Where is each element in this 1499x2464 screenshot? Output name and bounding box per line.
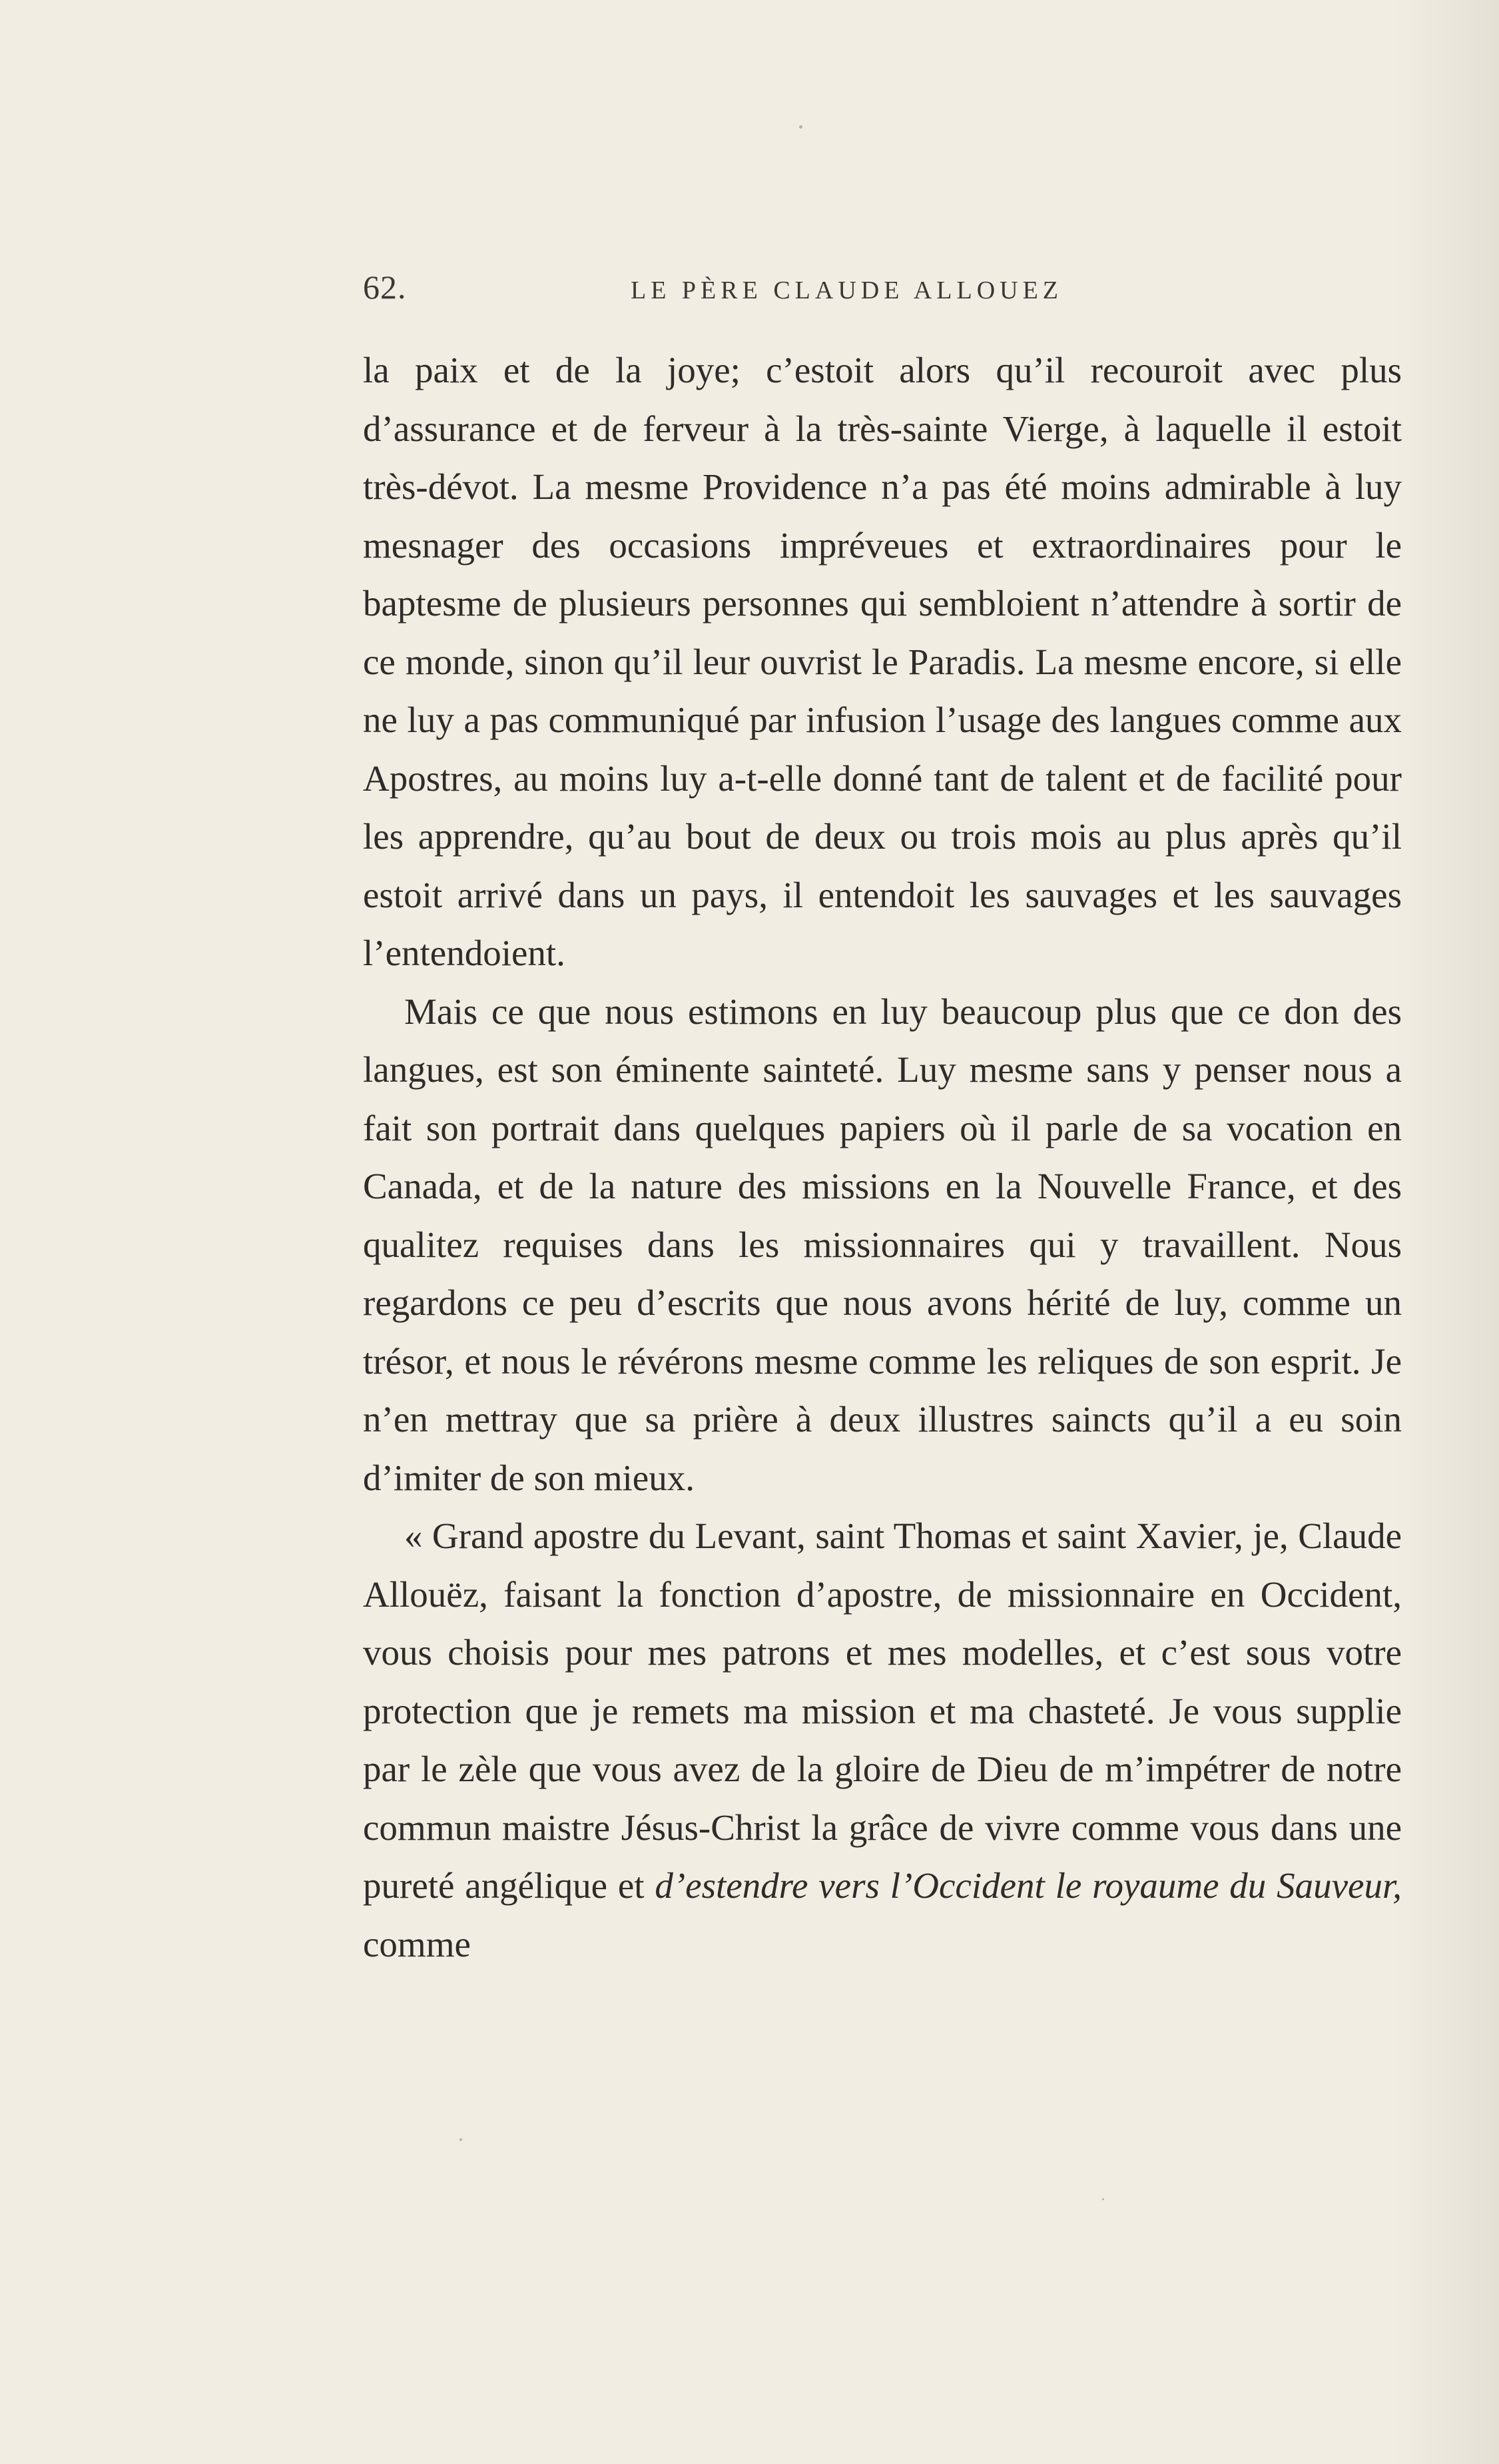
paragraph-2: Mais ce que nous estimons en luy beaucoup plus que ce don des langues, est son éminente sainteté. Luy mesme sans y penser nous a fait son portrait dans quelques papiers où il parle de sa vocation en Canada, et de la nature des missions en la Nouvelle France, et des qualitez requises dans les missionnaires qui y travaillent. Nous regardons ce peu d’escrits que nous avons hérité de luy, comme un trésor, et nous le révérons mesme comme les reliques de son esprit. Je n’en mettray que sa prière à deux illustres saincts qu’il a eu soin d’imiter de son mieux. — [363, 991, 1402, 1498]
paper-speck — [1102, 2198, 1104, 2200]
paragraph-1: la paix et de la joye; c’estoit alors qu’il recouroit avec plus d’assurance et de ferveur à la très-sainte Vierge, à laquelle il estoit très-dévot. La mesme Providence n’a pas été moins admirable à luy mesnager des occasions impréveues et extraordinaires pour le baptesme de plusieurs personnes qui sembloient n’attendre à sortir de ce monde, sinon qu’il leur ouvrist le Paradis. La mesme encore, si elle ne luy a pas communiqué par infusion l’usage des langues comme aux Apostres, au moins luy a-t-elle donné tant de talent et de facilité pour les apprendre, qu’au bout de deux ou trois mois au plus après qu’il estoit arrivé dans un pays, il entendoit les sauvages et les sauvages l’entendoient. — [363, 350, 1402, 973]
paper-speck — [799, 125, 802, 129]
body-text — [363, 341, 1402, 1973]
paragraph-3-text: « Grand apostre du Levant, saint Thomas et saint Xavier, je, Claude Allouëz, faisant la fonction d’apostre, de missionnaire en Occident, vous choisis pour mes patrons et mes modelles, et c’est sous votre protection que je remets ma mission et ma chasteté. Je vous supplie par le zèle que vous avez de la gloire de Dieu de m’impétrer de notre commun maistre Jésus-Christ la grâce de vivre comme vous dans une pureté angélique et — [363, 1515, 1402, 1906]
paragraph-3 — [363, 1507, 1402, 1973]
paragraph-3-italic: d’estendre vers l’Occident le royaume du Sauveur, — [655, 1865, 1402, 1906]
running-title: LE PÈRE CLAUDE ALLOUEZ — [631, 276, 1063, 304]
paper-speck — [459, 2138, 462, 2141]
paragraph-3-tail: comme — [363, 1923, 471, 1964]
page-header — [363, 268, 1402, 314]
page-number: 62. — [363, 268, 407, 306]
